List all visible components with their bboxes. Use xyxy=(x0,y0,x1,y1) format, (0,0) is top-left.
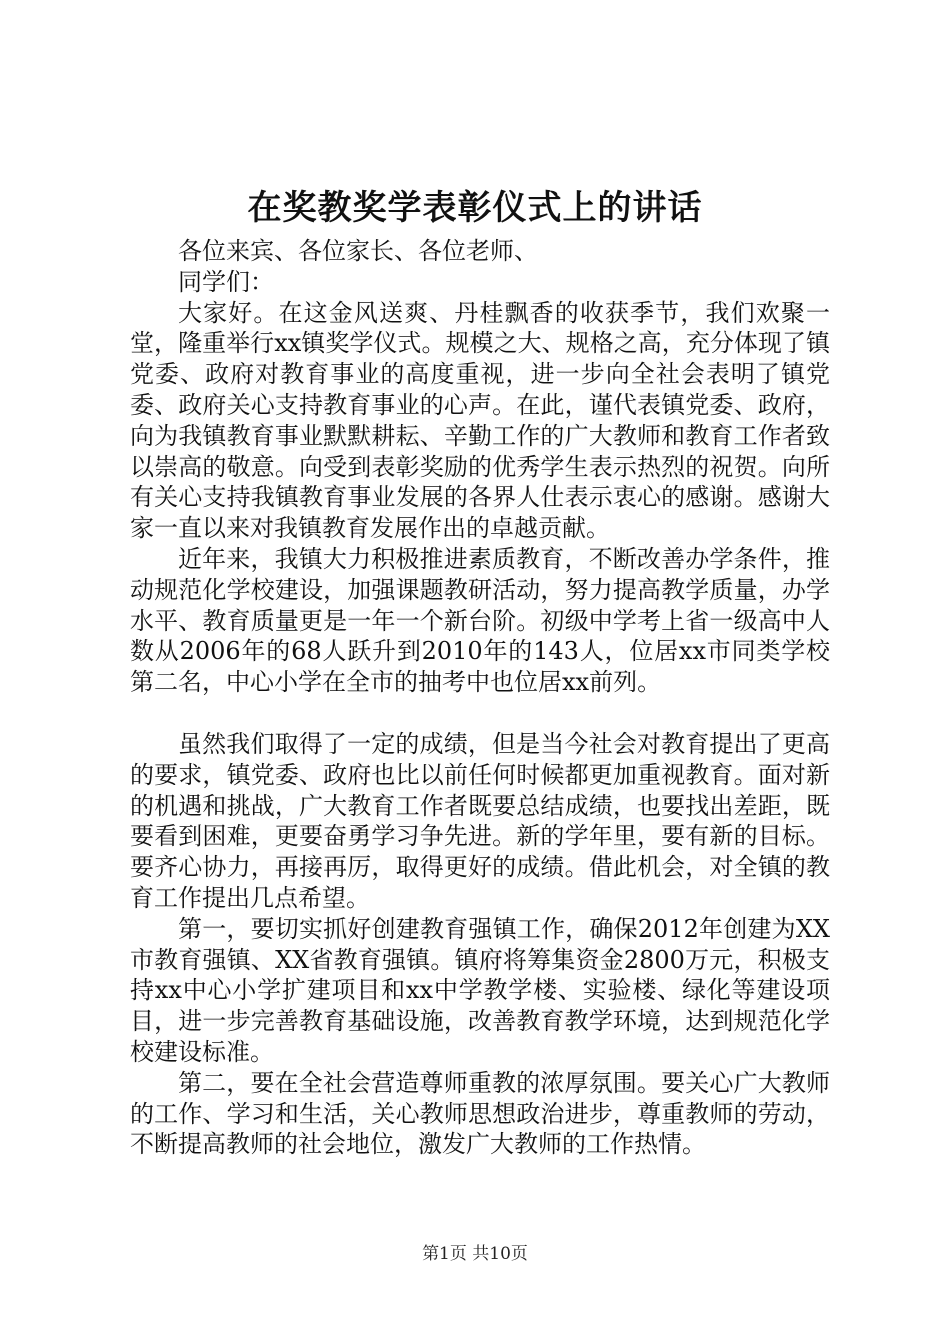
paragraph: 虽然我们取得了一定的成绩，但是当今社会对教育提出了更高的要求，镇党委、政府也比以前任何时候都更加重视教育。面对新的机遇和挑战，广大教育工作者既要总结成绩，也要找出差距，既要看到困难，更要奋勇学习争先进。新的学年里，要有新的目标。要齐心协力，再接再厉，取得更好的成绩。借此机会，对全镇的教育工作提出几点希望。 xyxy=(130,729,830,912)
paragraph: 大家好。在这金风送爽、丹桂飘香的收获季节，我们欢聚一堂，隆重举行xx镇奖学仪式。规模之大、规格之高，充分体现了镇党委、政府对教育事业的高度重视，进一步向全社会表明了镇党委、政府关心支持教育事业的心声。在此，谨代表镇党委、政府，向为我镇教育事业默默耕耘、辛勤工作的广大教师和教育工作者致以崇高的敬意。向受到表彰奖励的优秀学生表示热烈的祝贺。向所有关心支持我镇教育事业发展的各界人仕表示衷心的感谢。感谢大家一直以来对我镇教育发展作出的卓越贡献。 xyxy=(130,298,830,543)
paragraph: 第二，要在全社会营造尊师重教的浓厚氛围。要关心广大教师的工作、学习和生活，关心教师思想政治进步，尊重教师的劳动，不断提高教师的社会地位，激发广大教师的工作热情。 xyxy=(130,1068,830,1159)
document-body xyxy=(130,236,830,1160)
page-number-footer: 第1页 共10页 xyxy=(422,1244,528,1264)
document-title: 在奖教奖学表彰仪式上的讲话 xyxy=(247,188,703,228)
salutation-line: 同学们： xyxy=(178,267,274,296)
paragraph: 第一，要切实抓好创建教育强镇工作，确保2012年创建为XX市教育强镇、XX省教育强镇。镇府将筹集资金2800万元，积极支持xx中心小学扩建项目和xx中学教学楼、实验楼、绿化等建设项目，进一步完善教育基础设施，改善教育教学环境，达到规范化学校建设标准。 xyxy=(130,914,830,1066)
salutation-line: 各位来宾、各位家长、各位老师、 xyxy=(178,237,538,265)
paragraph: 近年来，我镇大力积极推进素质教育，不断改善办学条件，推动规范化学校建设，加强课题教研活动，努力提高教学质量，办学水平、教育质量更是一年一个新台阶。初级中学考上省一级高中人数从2006年的68人跃升到2010年的143人，位居xx市同类学校第二名，中心小学在全市的抽考中也位居xx前列。 xyxy=(130,544,830,697)
